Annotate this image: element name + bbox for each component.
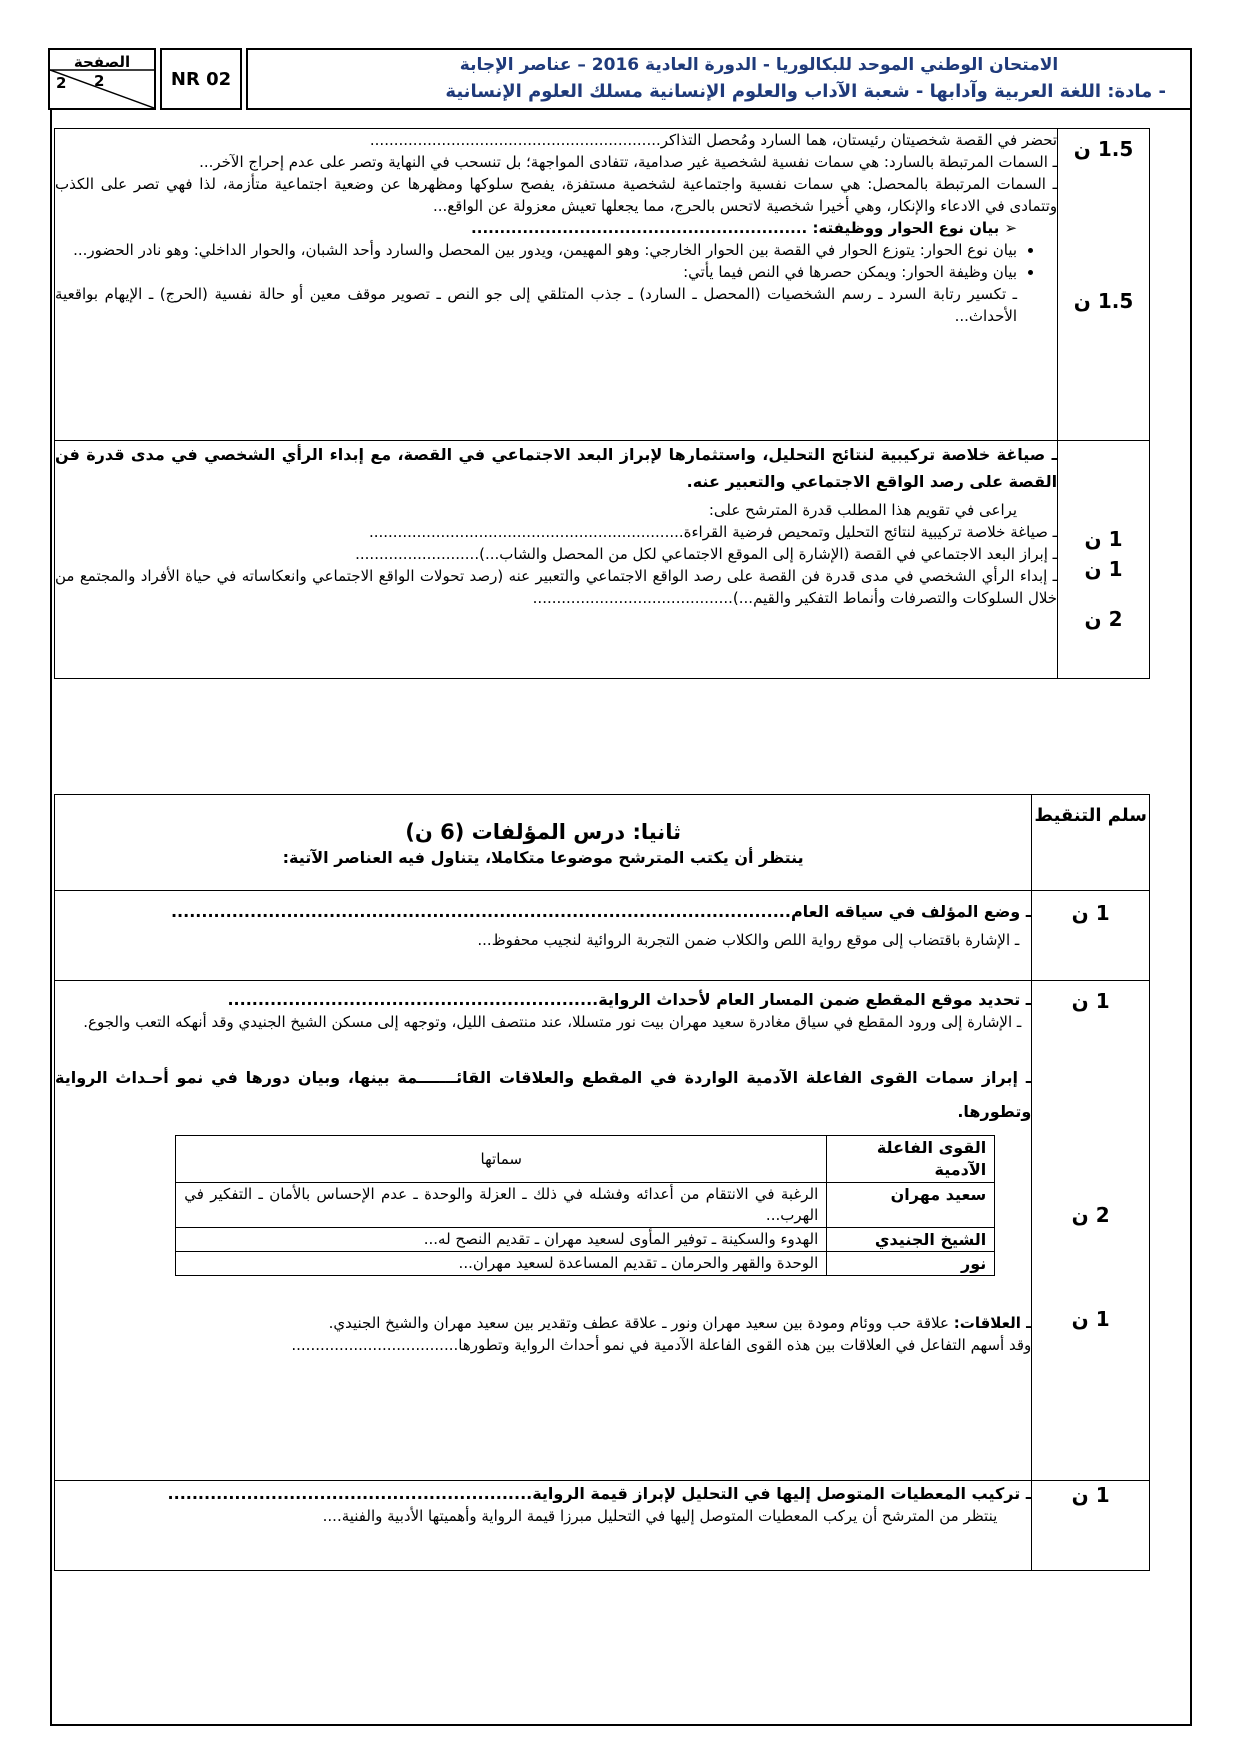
part2-table — [54, 794, 1150, 1571]
part2-row2-scores — [1032, 981, 1150, 1481]
section1-list-item: • بيان وظيفة الحوار: ويمكن حصرها في النص فيما يأتي: — [55, 261, 1017, 283]
section1-p5: ـ تكسير رتابة السرد ـ رسم الشخصيات (المحصل ـ السارد) ـ جذب المتلقي إلى جو النص ـ تصوير موقف معين أو حالة نفسية (الحرج) ـ الإيهام بواقعية الأحداث... — [55, 285, 1018, 325]
score-value: 1 ن — [1071, 901, 1110, 925]
excerpt-text: ـ الإشارة إلى ورود المقطع في سياق مغادرة سعيد مهران بيت نور متسللا، عند منتصف الليل، وتوجهه إلى مسكن الشيخ الجنيدي وقد أنهكه التعب والجوع. — [83, 1013, 1022, 1031]
context-text: ـ الإشارة باقتضاب إلى موقع رواية اللص والكلاب ضمن التجربة الروائية لنجيب محفوظ... — [477, 931, 1020, 949]
section2-item2: ـ إبراز البعد الاجتماعي في القصة (الإشارة إلى الموقع الاجتماعي لكل من المحصل والشاب...).......................... — [355, 545, 1058, 563]
table-row — [176, 1183, 995, 1228]
score-value: 1 ن — [1071, 989, 1110, 1013]
section1-body — [55, 129, 1058, 441]
section1-dialogue-heading: ➢ بيان نوع الحوار ووظيفته: ........................................................... — [471, 219, 1018, 237]
part2-row1 — [55, 891, 1150, 981]
exam-title-box — [246, 48, 1192, 110]
actor-name: سعيد مهران — [827, 1183, 995, 1228]
page-current: 2 — [94, 72, 105, 90]
context-heading: ـ وضع المؤلف في سياقه العام...................................................................................................... — [170, 902, 1032, 921]
excerpt-heading: ـ تحديد موقع المقطع ضمن المسار العام لأحداث الرواية............................................................. — [227, 990, 1032, 1009]
section2-item3: ـ إبداء الرأي الشخصي في مدى قدرة فن القصة على رصد الواقع الاجتماعي والتعبير عنه (رصد تحولات الواقع الاجتماعي وانعكاساته في حياة الأفراد والمجتمع من خلال السلوكات والتصرفات وأنماط التفكير والقيم...).......................................... — [55, 567, 1058, 607]
section2-scores — [1058, 441, 1150, 679]
part2-row1-score — [1032, 891, 1150, 981]
relations-conclusion: وقد أسهم التفاعل في العلاقات بين هذه القوى الفاعلة الآدمية في نمو أحداث الرواية وتطورها................................... — [291, 1336, 1032, 1354]
table-row — [176, 1252, 995, 1276]
relations-value: علاقة حب ووئام ومودة بين سعيد مهران ونور ـ علاقة عطف وتقدير بين سعيد مهران والشيخ الجنيدي. — [328, 1314, 949, 1332]
part2-row2-body — [55, 981, 1032, 1481]
actor-name: نور — [827, 1252, 995, 1276]
part2-row3-body — [55, 1481, 1032, 1571]
relations-text — [55, 1312, 1031, 1334]
actors-heading: ـ إبراز سمات القوى الفاعلة الآدمية الواردة في المقطع والعلاقات القائـــــــمة بينها، وبيان دورها في نمو أحـداث الرواية وتطورها. — [55, 1068, 1032, 1121]
col-actor-name: القوى الفاعلة الآدمية — [827, 1136, 995, 1183]
section2-row — [55, 441, 1150, 679]
exam-title-line1: الامتحان الوطني الموحد للبكالوريا - الدورة العادية 2016 – عناصر الإجابة — [459, 55, 1059, 75]
part2-header-row — [55, 795, 1150, 891]
relations-label: ـ العلاقات: — [953, 1314, 1032, 1332]
exam-title-line2: - مادة: اللغة العربية وآدابها - شعبة الآداب والعلوم الإنسانية مسلك العلوم الإنسانية — [445, 81, 1166, 102]
score-value: 1.5 ن — [1073, 137, 1134, 161]
part2-title: ثانيا: درس المؤلفات (6 ن) — [405, 820, 681, 844]
score-value: 1 ن — [1084, 527, 1123, 551]
section2-body — [55, 441, 1058, 679]
section1-p3: ـ السمات المرتبطة بالمحصل: هي سمات نفسية واجتماعية لشخصية مستفزة، يفصح سلوكها ومظهرها عن وضعية اجتماعية متأزمة، لذا فهي تصر على الكذب وتتمادى في الادعاء والإنكار، وهي أخيرا شخصية لاتحس بالحرج، مما يجعلها تعيش معزولة عن الواقع... — [55, 175, 1058, 215]
actor-name: الشيخ الجنيدي — [827, 1228, 995, 1252]
page-label: الصفحة — [73, 53, 131, 71]
page-number-box — [48, 48, 156, 110]
score-value: 1 ن — [1071, 1307, 1110, 1331]
actor-traits: الهدوء والسكينة ـ توفير المأوى لسعيد مهران ـ تقديم النصح له... — [176, 1228, 827, 1252]
part2-row1-body — [55, 891, 1032, 981]
actor-traits: الوحدة والقهر والحرمان ـ تقديم المساعدة لسعيد مهران... — [176, 1252, 827, 1276]
section1-list-item: • بيان نوع الحوار: يتوزع الحوار في القصة بين الحوار الخارجي: وهو المهيمن، ويدور بين المحصل والسارد وأحد الشبان، والحوار الداخلي: وهو نادر الحضور... — [55, 239, 1017, 261]
synthesis-heading: ـ تركيب المعطيات المتوصل إليها في التحليل لإبراز قيمة الرواية............................................................ — [167, 1484, 1032, 1503]
exam-code: NR 02 — [160, 48, 242, 110]
section1-list — [55, 239, 1057, 283]
score-value: 2 ن — [1071, 1203, 1110, 1227]
part2-title-cell — [55, 795, 1032, 891]
section2-heading: ـ صياغة خلاصة تركيبية لنتائج التحليل، واستثمارها لإبراز البعد الاجتماعي في القصة، مع إبداء الرأي الشخصي في مدى قدرة فن القصة على رصد الواقع الاجتماعي والتعبير عنه. — [55, 445, 1058, 491]
score-value: 2 ن — [1084, 607, 1123, 631]
actor-traits: الرغبة في الانتقام من أعدائه وفشله في ذلك ـ العزلة والوحدة ـ عدم الإحساس بالأمان ـ التفكير في الهرب... — [176, 1183, 827, 1228]
section2-item1: ـ صياغة خلاصة تركيبية لنتائج التحليل وتمحيص فرضية القراءة.................................................................. — [368, 523, 1058, 541]
score-value: 1 ن — [1071, 1483, 1110, 1507]
part2-row3-score — [1032, 1481, 1150, 1571]
section1-p2: ـ السمات المرتبطة بالسارد: هي سمات نفسية لشخصية غير صدامية، تتفادى المواجهة؛ بل تنسحب في النهاية وتصر على عدم إحراج الآخر... — [199, 153, 1058, 171]
scale-label: سلم التنقيط — [1032, 795, 1150, 891]
part2-row2 — [55, 981, 1150, 1481]
section1-row — [55, 129, 1150, 441]
part1-table — [54, 128, 1150, 679]
actors-table-header — [176, 1136, 995, 1183]
actors-table — [175, 1135, 995, 1276]
section1-p1: تحضر في القصة شخصيتان رئيستان، هما السارد ومُحصل التذاكر............................................................. — [369, 131, 1058, 149]
col-actor-traits: سماتها — [176, 1136, 827, 1183]
score-value: 1.5 ن — [1073, 289, 1134, 313]
section2-intro: يراعى في تقويم هذا المطلب قدرة المترشح على: — [708, 501, 1018, 519]
section1-scores — [1058, 129, 1150, 441]
page-total: 2 — [56, 74, 67, 92]
part2-subtitle: ينتظر أن يكتب المترشح موضوعا متكاملا، يتناول فيه العناصر الآتية: — [282, 848, 804, 867]
synthesis-text: ينتظر من المترشح أن يركب المعطيات المتوصل إليها في التحليل مبرزا قيمة الرواية وأهميتها الأدبية والفنية.... — [322, 1507, 998, 1525]
part2-row3 — [55, 1481, 1150, 1571]
table-row — [176, 1228, 995, 1252]
score-value: 1 ن — [1084, 557, 1123, 581]
